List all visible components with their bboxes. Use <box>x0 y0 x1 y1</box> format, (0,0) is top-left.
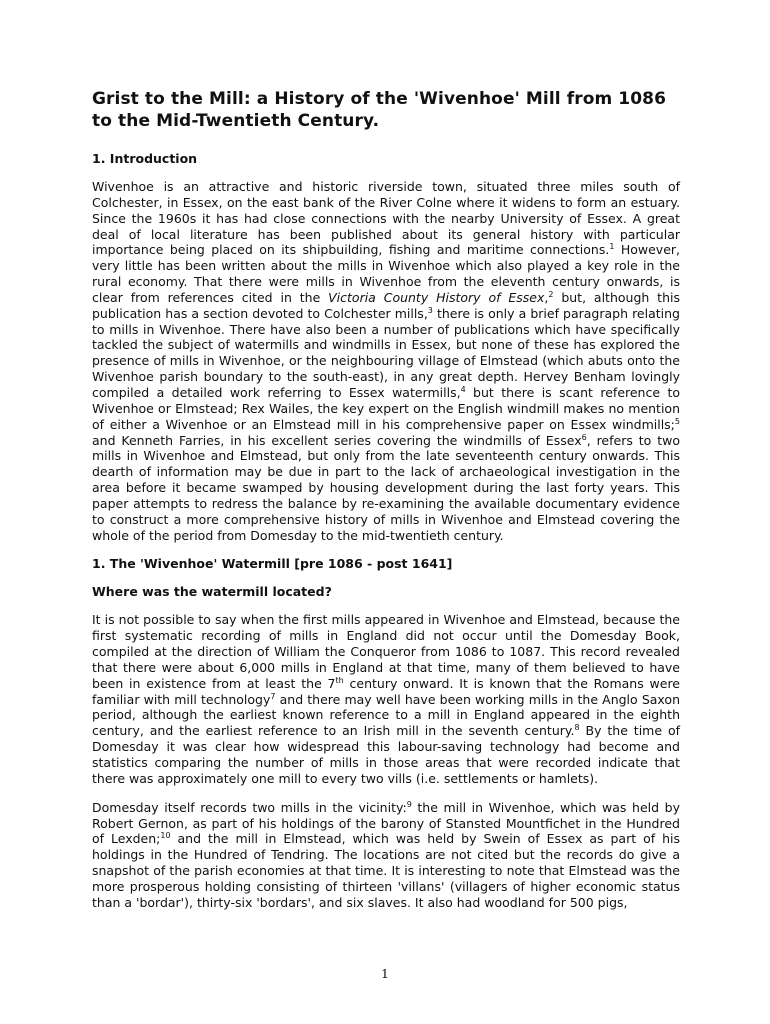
footnote-ref-1[interactable]: 1 <box>609 242 615 252</box>
footnote-ref-6[interactable]: 6 <box>581 432 587 442</box>
document-page <box>92 88 680 924</box>
footnote-ref-9[interactable]: 9 <box>406 799 412 809</box>
footnote-ref-7[interactable]: 7 <box>270 691 276 701</box>
page-number: 1 <box>381 966 389 981</box>
footnote-ref-10[interactable]: 10 <box>160 831 171 841</box>
footnote-ref-4[interactable]: 4 <box>460 384 466 394</box>
italic-title-vch: Victoria County History of Essex <box>328 289 545 305</box>
footnote-ref-5[interactable]: 5 <box>674 416 680 426</box>
footnote-ref-8[interactable]: 8 <box>574 723 580 733</box>
paragraph-domesday-mills: Domesday itself records two mills in the vicinity:$^9$ the mill in Wivenhoe, which was held by Robert Gernon, as part of his holdings of the barony of Stansted Mountfichet in the Hundred of Lexden;$^{10}$ and the mill in Elmstead, which was held by Swein of Essex as part of his holdings in the Hundred of Tendring. The locations are not cited but the records do give a snapshot of the parish economies at that time. It is interesting to note that Elmstead was the more prosperous holding consisting of thirteen 'villans' (villagers of higher economic status than a 'bordar'), thirty-six 'bordars', and six slaves. It also had woodland for 500 pigs, <box>92 799 680 910</box>
document-title: Grist to the Mill: a History of the 'Wivenhoe' Mill from 1086 to the Mid-Twentieth Century. <box>92 89 667 131</box>
section-heading-watermill: 1. The 'Wivenhoe' Watermill [pre 1086 - post 1641] <box>92 556 453 572</box>
subheading-location: Where was the watermill located? <box>92 584 332 600</box>
paragraph-introduction: Wivenhoe is an attractive and historic riverside town, situated three miles south of Colchester, in Essex, on the east bank of the River Colne where it widens to form an estuary. Since the 1960s it has had close connections with the nearby University of Essex. A great deal of local literature has been published about its general history with particular importance being placed on its shipbuilding, fishing and maritime connections.$^1$ However, very little has been written about the mills in Wivenhoe which also played a key role in the rural economy. That there were mills in Wivenhoe from the eleventh century onwards, is clear from references cited in the Victoria County History of Essex,$^2$ but, although this publication has a section devoted to Colchester mills,$^3$ there is only a brief paragraph relating to mills in Wivenhoe. There have also been a number of publications which have specifically tackled the subject of watermills and windmills in Essex, but none of these has explored the presence of mills in Wivenhoe, or the neighbouring village of Elmstead (which abuts onto the Wivenhoe parish boundary to the south-east), in any great depth. Hervey Benham lovingly compiled a detailed work referring to Essex watermills,$^4$ but there is scant reference to Wivenhoe or Elmstead; Rex Wailes, the key expert on the English windmill makes no mention of either a Wivenhoe or an Elmstead mill in his comprehensive paper on Essex windmills;$^5$ and Kenneth Farries, in his excellent series covering the windmills of Essex$^6$, refers to two mills in Wivenhoe and Elmstead, but only from the late seventeenth century onwards. This dearth of information may be due in part to the lack of archaeological investigation in the area before it became swamped by housing development during the last forty years. This paper attempts to redress the balance by re-examining the available documentary evidence to construct a more comprehensive history of mills in Wivenhoe and Elmstead covering the whole of the period from Domesday to the mid-twentieth century. <box>92 179 681 543</box>
footnote-ref-2[interactable]: 2 <box>548 289 554 299</box>
footnote-ref-3[interactable]: 3 <box>427 305 433 315</box>
paragraph-domesday-context: It is not possible to say when the first mills appeared in Wivenhoe and Elmstead, because the first systematic recording of mills in England did not occur until the Domesday Book, compiled at the direction of William the Conqueror from 1086 to 1087. This record revealed that there were about 6,000 mills in England at that time, many of them believed to have been in existence from at least the 7th century onward. It is known that the Romans were familiar with mill technology$^7$ and there may well have been working mills in the Anglo Saxon period, although the earliest known reference to a mill in England appeared in the eighth century, and the earliest reference to an Irish mill in the seventh century.$^8$ By the time of Domesday it was clear how widespread this labour-saving technology had become and statistics comparing the number of mills in those areas that were recorded indicate that there was approximately one mill to every two vills (i.e. settlements or hamlets). <box>92 612 681 786</box>
section-heading-introduction: 1. Introduction <box>92 151 198 166</box>
